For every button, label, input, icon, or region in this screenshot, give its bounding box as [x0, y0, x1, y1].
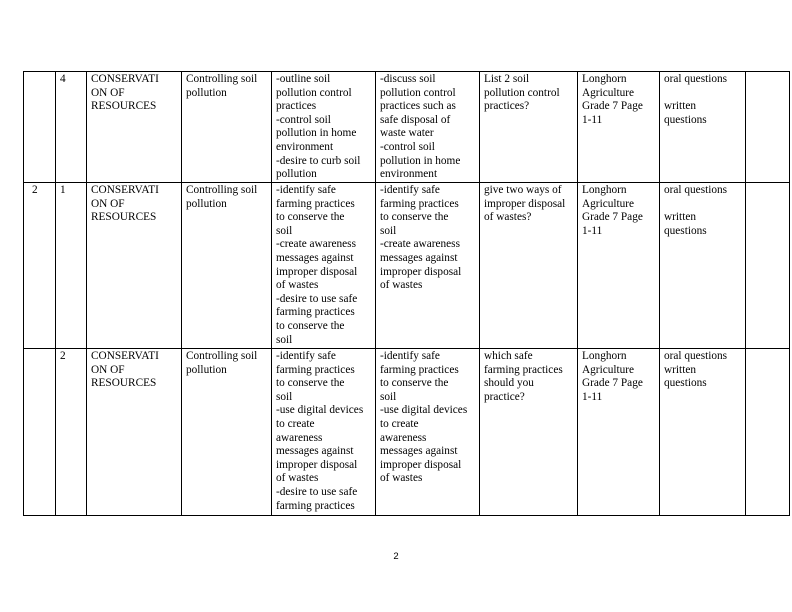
learning-outcomes-cell: -outline soil pollution control practices -control soil pollution in home environment -desire to curb soil pollution [272, 72, 376, 183]
remarks-cell [746, 72, 790, 183]
learning-outcomes-cell: -identify safe farming practices to conserve the soil -create awareness messages against improper disposal of wastes -desire to use safe farming practices to conserve the soil [272, 183, 376, 349]
table-row [24, 349, 790, 516]
lesson-cell: 1 [56, 183, 87, 349]
page-number: 2 [393, 551, 399, 562]
table-row [24, 72, 790, 183]
week-cell [24, 72, 56, 183]
sub-strand-cell: Controlling soil pollution [182, 349, 272, 516]
learning-experiences-cell: -discuss soil pollution control practices such as safe disposal of waste water -control soil pollution in home environment [376, 72, 480, 183]
sub-strand-cell: Controlling soil pollution [182, 72, 272, 183]
remarks-cell [746, 349, 790, 516]
table-row [24, 183, 790, 349]
remarks-cell [746, 183, 790, 349]
assessment-cell: oral questions written questions [660, 349, 746, 516]
learning-experiences-cell: -identify safe farming practices to conserve the soil -create awareness messages against improper disposal of wastes [376, 183, 480, 349]
learning-experiences-cell: -identify safe farming practices to conserve the soil -use digital devices to create awareness messages against improper disposal of wastes [376, 349, 480, 516]
strand-cell: CONSERVATI ON OF RESOURCES [87, 183, 182, 349]
key-inquiry-cell: List 2 soil pollution control practices? [480, 72, 578, 183]
learning-outcomes-cell: -identify safe farming practices to conserve the soil -use digital devices to create awareness messages against improper disposal of wastes -desire to use safe farming practices [272, 349, 376, 516]
resources-cell: Longhorn Agriculture Grade 7 Page 1-11 [578, 183, 660, 349]
assessment-cell: oral questions written questions [660, 72, 746, 183]
resources-cell: Longhorn Agriculture Grade 7 Page 1-11 [578, 72, 660, 183]
scheme-of-work-table [23, 71, 790, 516]
sub-strand-cell: Controlling soil pollution [182, 183, 272, 349]
resources-cell: Longhorn Agriculture Grade 7 Page 1-11 [578, 349, 660, 516]
week-cell: 2 [24, 183, 56, 349]
key-inquiry-cell: which safe farming practices should you practice? [480, 349, 578, 516]
week-cell [24, 349, 56, 516]
strand-cell: CONSERVATI ON OF RESOURCES [87, 349, 182, 516]
assessment-cell: oral questions written questions [660, 183, 746, 349]
key-inquiry-cell: give two ways of improper disposal of wastes? [480, 183, 578, 349]
lesson-cell: 2 [56, 349, 87, 516]
lesson-cell: 4 [56, 72, 87, 183]
strand-cell: CONSERVATI ON OF RESOURCES [87, 72, 182, 183]
